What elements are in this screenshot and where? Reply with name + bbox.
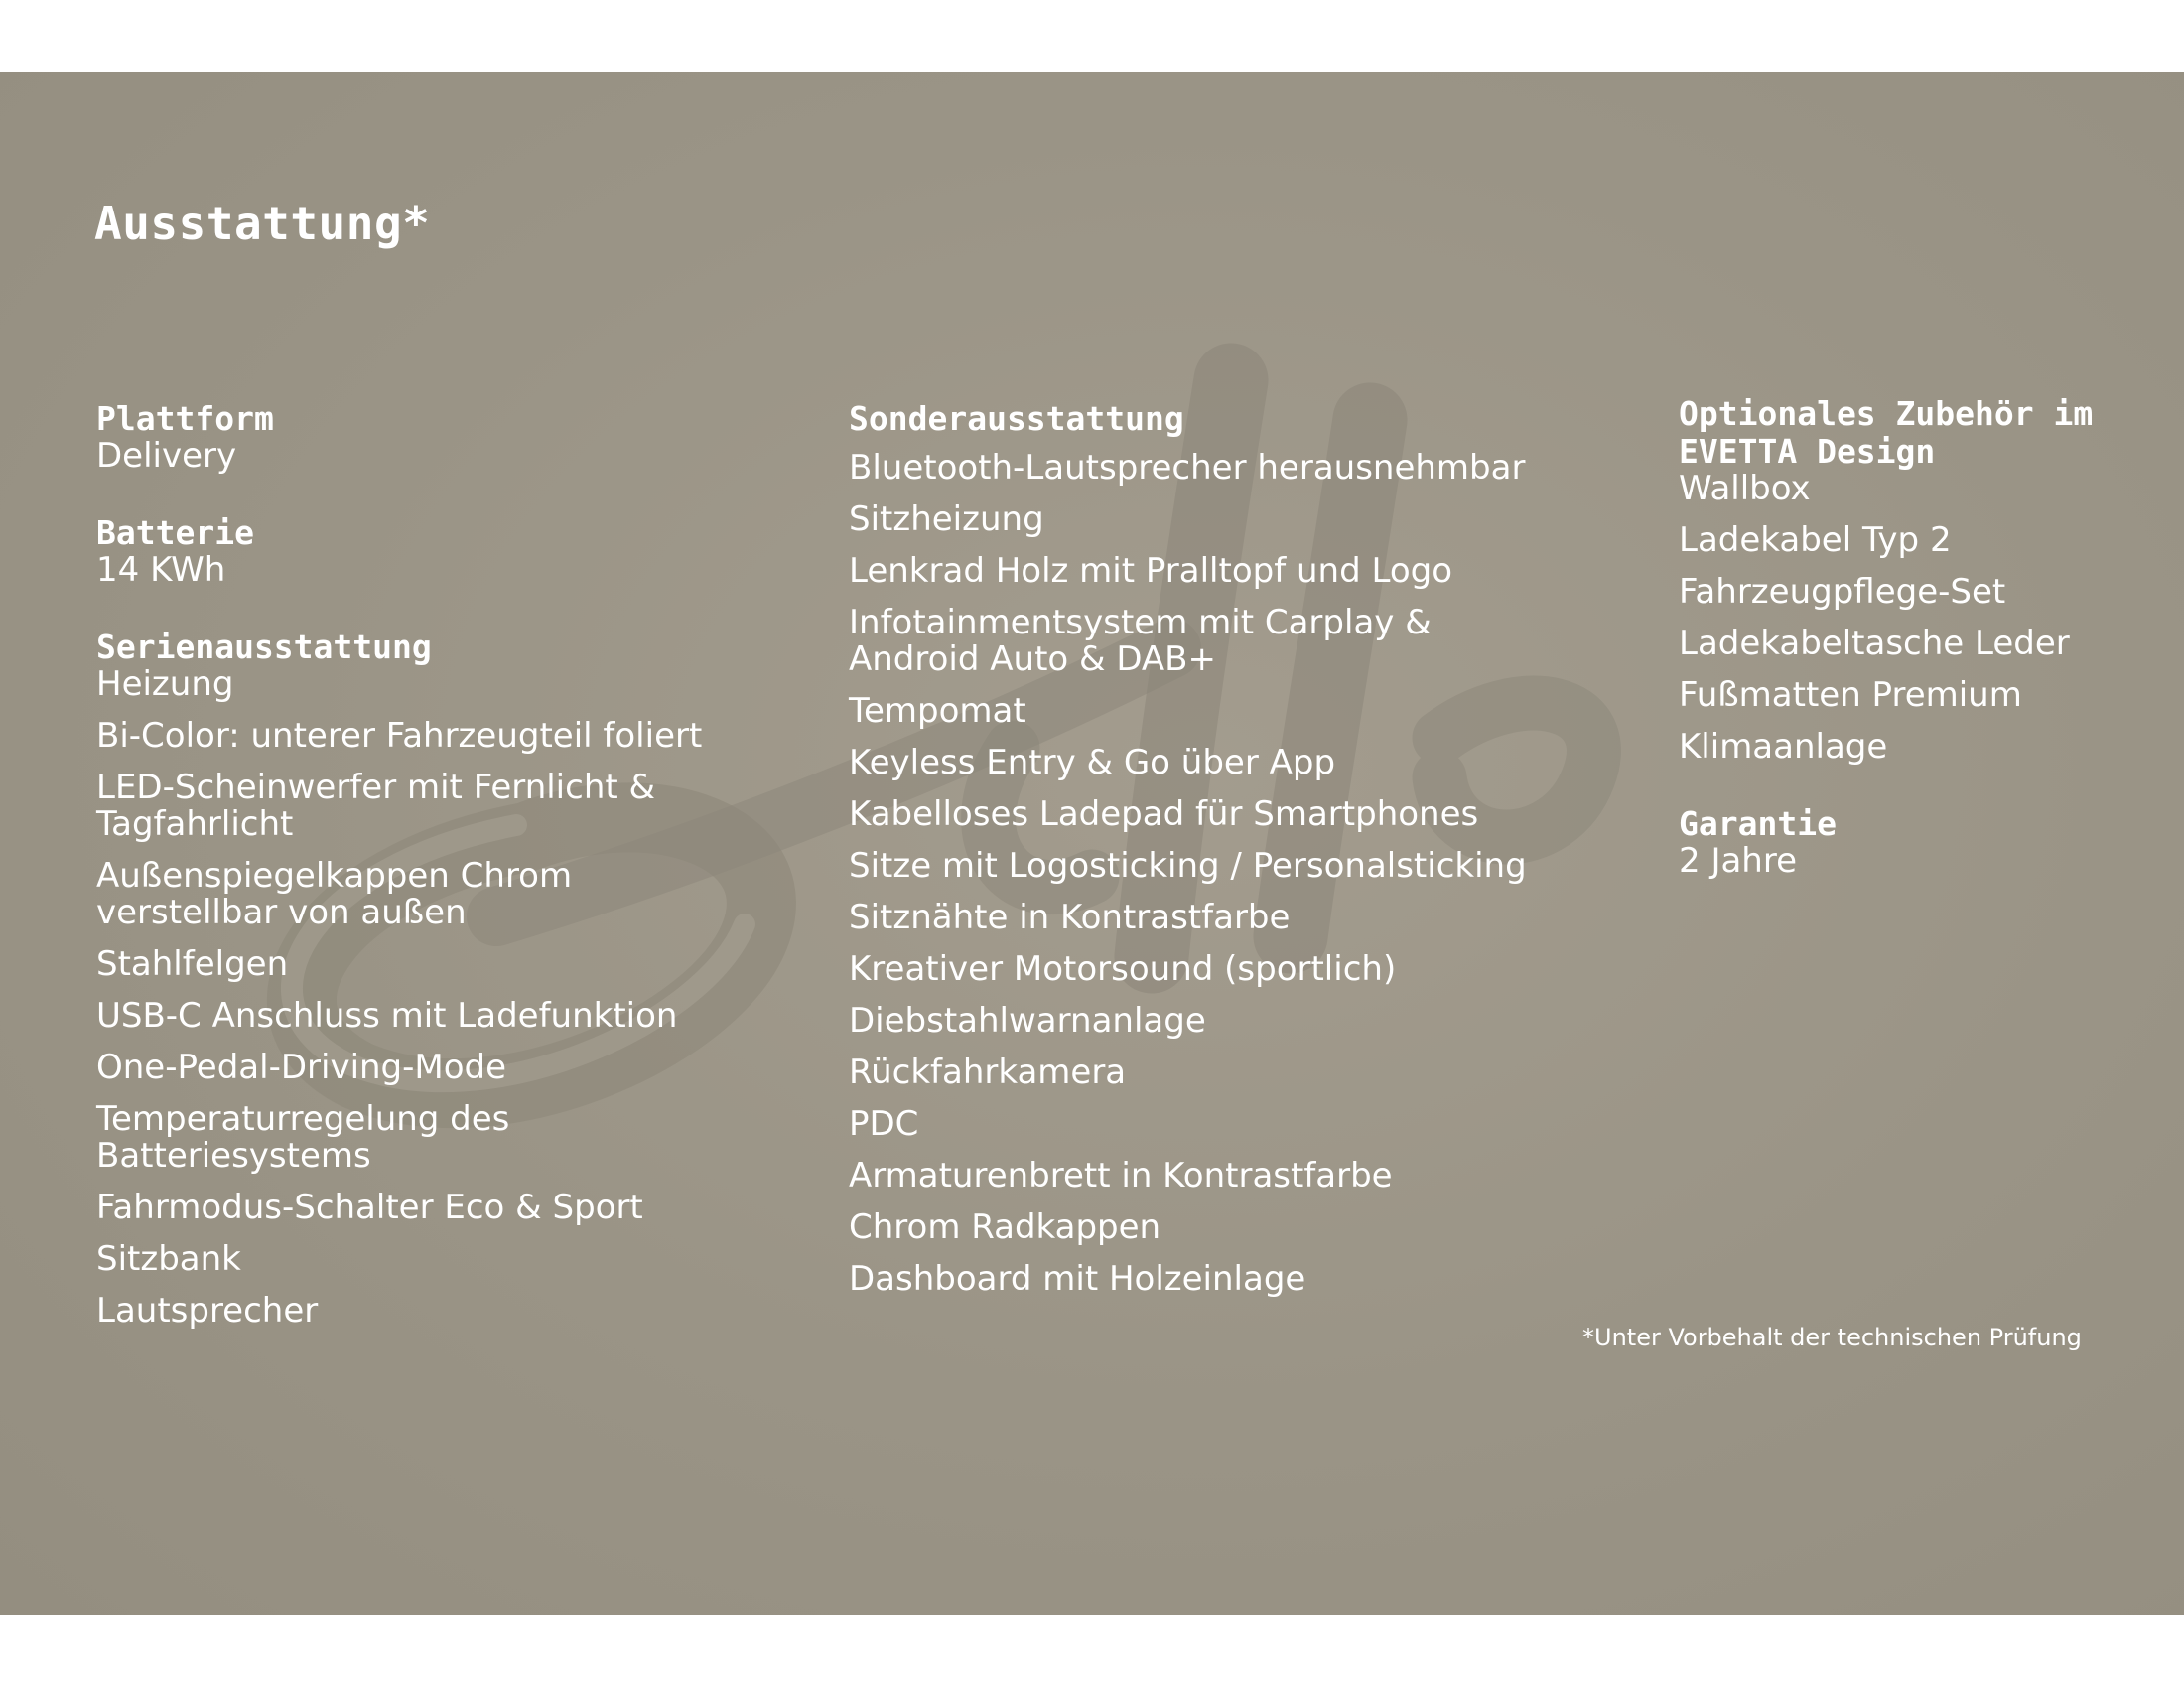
list-item: Diebstahlwarnanlage: [849, 1001, 1206, 1041]
list-item: One-Pedal-Driving-Mode: [96, 1048, 507, 1087]
list-item: Infotainmentsystem mit Carplay & Android Auto & DAB+: [849, 603, 1432, 679]
list-item: Sitzbank: [96, 1239, 241, 1279]
list-item: Keyless Entry & Go über App: [849, 743, 1336, 782]
list-item: Sitznähte in Kontrastfarbe: [849, 898, 1291, 937]
list-item: Dashboard mit Holzeinlage: [849, 1259, 1306, 1299]
heading-batterie: Batterie: [96, 513, 254, 552]
background-panel: [0, 72, 2184, 1615]
list-item: PDC: [849, 1104, 919, 1144]
column-sonderausstattung: [849, 400, 1564, 1337]
list-item: Rückfahrkamera: [849, 1053, 1127, 1092]
list-item: Temperaturregelung des Batteriesystems: [96, 1099, 510, 1176]
page-title: Ausstattung*: [94, 197, 431, 250]
list-item: Sitze mit Logosticking / Personalsticking: [849, 846, 1527, 886]
list-item: LED-Scheinwerfer mit Fernlicht & Tagfahrlicht: [96, 768, 656, 844]
list-item: Armaturenbrett in Kontrastfarbe: [849, 1156, 1393, 1196]
section-sonderausstattung: [849, 400, 1564, 1298]
list-item: Fußmatten Premium: [1679, 675, 2022, 715]
list-item: Lenkrad Holz mit Pralltopf und Logo: [849, 551, 1452, 591]
list-item: Fahrzeugpflege-Set: [1679, 572, 2006, 612]
list-item: 14 KWh: [96, 550, 226, 590]
section-optionales-zubehoer: [1679, 395, 2106, 766]
list-item: Ladekabeltasche Leder: [1679, 624, 2070, 663]
list-item: Lautsprecher: [96, 1291, 319, 1331]
column-zubehoer-garantie: [1679, 395, 2106, 919]
list-item: Kreativer Motorsound (sportlich): [849, 949, 1397, 989]
list-item: Wallbox: [1679, 469, 1811, 508]
heading-optionales-zubehoer: Optionales Zubehör im EVETTA Design: [1679, 394, 2094, 471]
list-item: Außenspiegelkappen Chrom verstellbar von außen: [96, 856, 573, 932]
list-item: Bluetooth-Lautsprecher herausnehmbar: [849, 448, 1526, 488]
heading-sonderausstattung: Sonderausstattung: [849, 399, 1184, 438]
section-plattform: [96, 400, 791, 475]
list-item: Fahrmodus-Schalter Eco & Sport: [96, 1188, 643, 1227]
section-batterie: [96, 514, 791, 589]
list-item: USB-C Anschluss mit Ladefunktion: [96, 996, 678, 1036]
list-item: Kabelloses Ladepad für Smartphones: [849, 794, 1479, 834]
list-item: Chrom Radkappen: [849, 1207, 1161, 1247]
list-item: Ladekabel Typ 2: [1679, 520, 1952, 560]
list-item: Stahlfelgen: [96, 944, 289, 984]
list-item: Bi-Color: unterer Fahrzeugteil foliert: [96, 716, 703, 756]
list-item: 2 Jahre: [1679, 841, 1797, 881]
column-platform-standard: [96, 400, 791, 1369]
heading-garantie: Garantie: [1679, 804, 1837, 843]
list-item: Sitzheizung: [849, 499, 1044, 539]
section-serienausstattung: [96, 629, 791, 1330]
list-item: Delivery: [96, 436, 237, 476]
heading-plattform: Plattform: [96, 399, 274, 438]
section-garantie: [1679, 805, 2106, 880]
footnote: *Unter Vorbehalt der technischen Prüfung: [1582, 1324, 2082, 1351]
list-item: Heizung: [96, 664, 234, 704]
list-item: Klimaanlage: [1679, 727, 1888, 767]
heading-serienausstattung: Serienausstattung: [96, 628, 432, 666]
list-item: Tempomat: [849, 691, 1026, 731]
